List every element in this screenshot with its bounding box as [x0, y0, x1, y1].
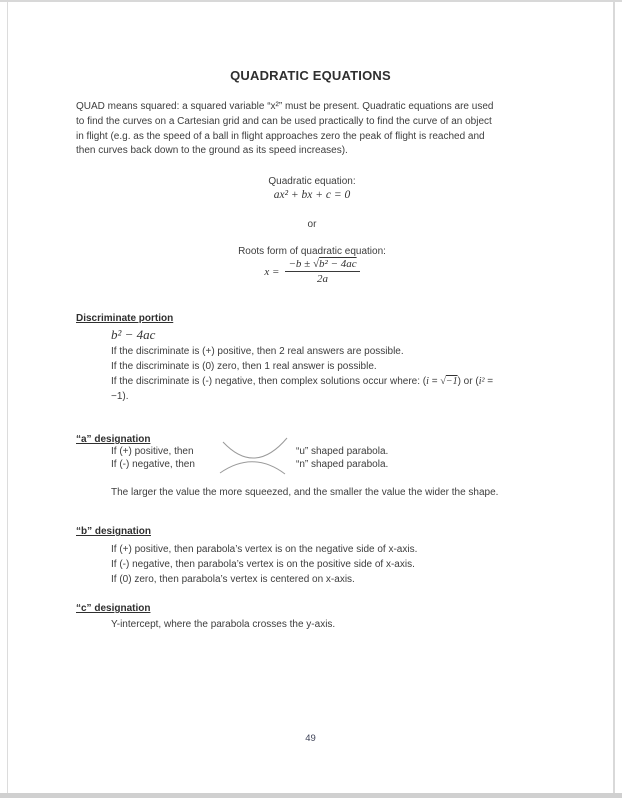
a-positive-label: If (+) positive, then	[111, 446, 194, 457]
b-item-zero: If (0) zero, then parabola’s vertex is centered on x-axis.	[111, 574, 355, 585]
intro-paragraph	[76, 100, 493, 159]
equals-text: =	[428, 376, 441, 387]
radicand: b² − 4ac	[318, 258, 357, 270]
roots-formula-row	[264, 258, 359, 285]
a-negative-label: If (-) negative, then	[111, 459, 195, 470]
i-squared: i²	[478, 376, 485, 387]
fraction-numerator	[285, 258, 359, 272]
c-designation-heading: “c” designation	[76, 603, 151, 614]
numerator-prefix: −b ±	[288, 258, 313, 270]
b-designation-heading: “b” designation	[76, 526, 151, 537]
page-number: 49	[305, 733, 316, 744]
u-shaped-text: “u” shaped parabola.	[296, 446, 389, 457]
a-designation-heading: “a” designation	[76, 434, 151, 445]
discriminate-item-negative	[111, 375, 493, 390]
intro-line: then curves back down to the ground as its speed increases).	[76, 145, 348, 157]
roots-form-label: Roots form of quadratic equation:	[238, 246, 386, 257]
radicand-negative-one: −1	[445, 376, 458, 387]
b-item-negative: If (-) negative, then parabola’s vertex is on the positive side of x-axis.	[111, 559, 415, 570]
discriminate-item-zero: If the discriminate is (0) zero, then 1 real answer is possible.	[111, 361, 377, 372]
negative-text-pre: If the discriminate is (-) negative, then complex solutions occur where: (	[111, 376, 427, 387]
document-page	[7, 2, 615, 793]
b-item-positive: If (+) positive, then parabola’s vertex is on the negative side of x-axis.	[111, 544, 418, 555]
n-shaped-text: “n” shaped parabola.	[296, 459, 389, 470]
n-parabola-curve	[220, 462, 285, 474]
intro-line: in flight (e.g. as the speed of a ball in flight approaches zero the peak of flight is reached and	[76, 130, 485, 142]
discriminate-expression: b² − 4ac	[111, 327, 156, 342]
quadratic-equation-label: Quadratic equation:	[268, 176, 356, 187]
fraction	[285, 258, 359, 285]
intro-line: to find the curves on a Cartesian grid and can be used practically to find the curve of an object	[76, 115, 492, 127]
parabola-sketch	[219, 436, 294, 476]
discriminate-heading: Discriminate portion	[76, 313, 174, 324]
negative-text-tail: =	[484, 376, 494, 387]
imaginary-i: i	[426, 376, 429, 387]
c-item-yintercept: Y-intercept, where the parabola crosses the y-axis.	[111, 619, 336, 630]
discriminate-item-negative-wrap: −1).	[111, 391, 129, 402]
intro-line: QUAD means squared: a squared variable “x²” must be present. Quadratic equations are used	[76, 101, 494, 112]
discriminate-item-positive: If the discriminate is (+) positive, then 2 real answers are possible.	[111, 346, 404, 357]
or-label: or	[307, 219, 317, 230]
radical-sign: √	[312, 258, 319, 270]
quadratic-equation-formula: ax² + bx + c = 0	[273, 189, 351, 201]
negative-text-mid: ) or (	[457, 376, 479, 387]
u-parabola-curve	[223, 438, 287, 458]
page-bottom-edge	[0, 793, 622, 798]
roots-lhs: x =	[264, 265, 280, 278]
roots-formula	[76, 258, 548, 285]
fraction-denominator: 2a	[317, 273, 329, 285]
a-designation-note: The larger the value the more squeezed, and the smaller the value the wider the shape.	[111, 487, 499, 498]
radical-sign: √	[440, 376, 446, 387]
page-title: QUADRATIC EQUATIONS	[230, 68, 391, 83]
